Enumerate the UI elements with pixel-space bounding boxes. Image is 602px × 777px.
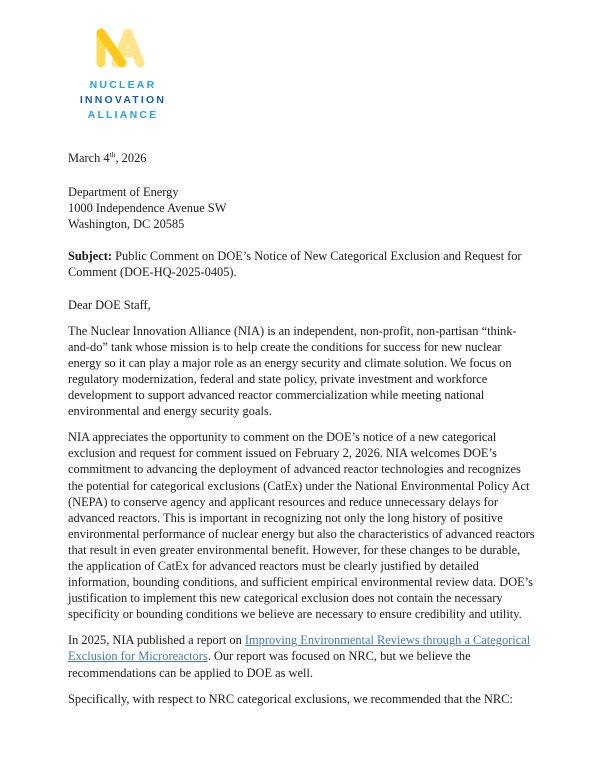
nia-wordmark <box>64 78 182 123</box>
recipient-line: Department of Energy <box>68 185 179 200</box>
date-ordinal: th <box>109 149 116 159</box>
wordmark-innovation: INNOVATION <box>79 94 167 106</box>
paragraph-report <box>68 632 535 680</box>
letter-date <box>68 150 535 166</box>
date-rest: , 2026 <box>115 151 147 165</box>
subject-label: Subject: <box>68 249 113 264</box>
recipient-line: 1000 Independence Avenue SW <box>68 201 227 216</box>
paragraph-report-after: . Our report was focused on NRC, but we believe the recommendations can be applied to DOE as well. <box>68 649 471 680</box>
paragraph-report-before: In 2025, NIA published a report on <box>68 633 245 648</box>
nia-monogram-icon <box>94 26 152 70</box>
subject-text: Public Comment on DOE’s Notice of New Categorical Exclusion and Request for Comment (DOE-HQ-2025-0405). <box>68 249 522 280</box>
nia-logo <box>64 26 182 123</box>
report-link[interactable]: Improving Environmental Reviews through a Categorical Exclusion for Microreactors <box>68 633 531 664</box>
recipient-address <box>68 184 535 232</box>
wordmark-nuclear: NUCLEAR <box>89 79 157 91</box>
paragraph-intro: The Nuclear Innovation Alliance (NIA) is an independent, non-profit, non-partisan “think-and-do” tank whose mission is to help create the conditions for success for new nuclear energy so it can play a major role as an energy security and climate solution. We focus on regulatory modernization, federal and state policy, private investment and workforce development to support advanced reactor commercialization while meeting national environmental and energy security goals. <box>68 323 517 419</box>
letter-body <box>68 150 535 707</box>
subject-line <box>68 248 535 280</box>
salutation: Dear DOE Staff, <box>68 297 151 312</box>
wordmark-alliance: ALLIANCE <box>87 109 159 121</box>
recipient-line: Washington, DC 20585 <box>68 217 185 232</box>
date-day: March 4 <box>68 151 110 165</box>
paragraph-comment: NIA appreciates the opportunity to comment on the DOE’s notice of a new categorical exclusion and request for comment issued on February 2, 2026. NIA welcomes DOE’s commitment to advancing the deployment of advanced reactor technologies and recognizes the potential for categorical exclusions (CatEx) under the National Environmental Policy Act (NEPA) to conserve agency and applicant resources and reduce unnecessary delays for advanced reactors. This is important in recognizing not only the long history of positive environmental performance of nuclear energy but also the characteristics of advanced reactors that result in even greater environmental benefit. However, for these changes to be durable, the application of CatEx for advanced reactors must be clearly justified by detailed information, bounding conditions, and sufficient empirical environmental review data. DOE’s justification to implement this new categorical exclusion does not contain the necessary specificity or bounding conditions we believe are necessary to ensure credibility and utility. <box>68 430 535 622</box>
paragraph-recommendations-lead: Specifically, with respect to NRC categorical exclusions, we recommended that the NRC: <box>68 691 513 706</box>
